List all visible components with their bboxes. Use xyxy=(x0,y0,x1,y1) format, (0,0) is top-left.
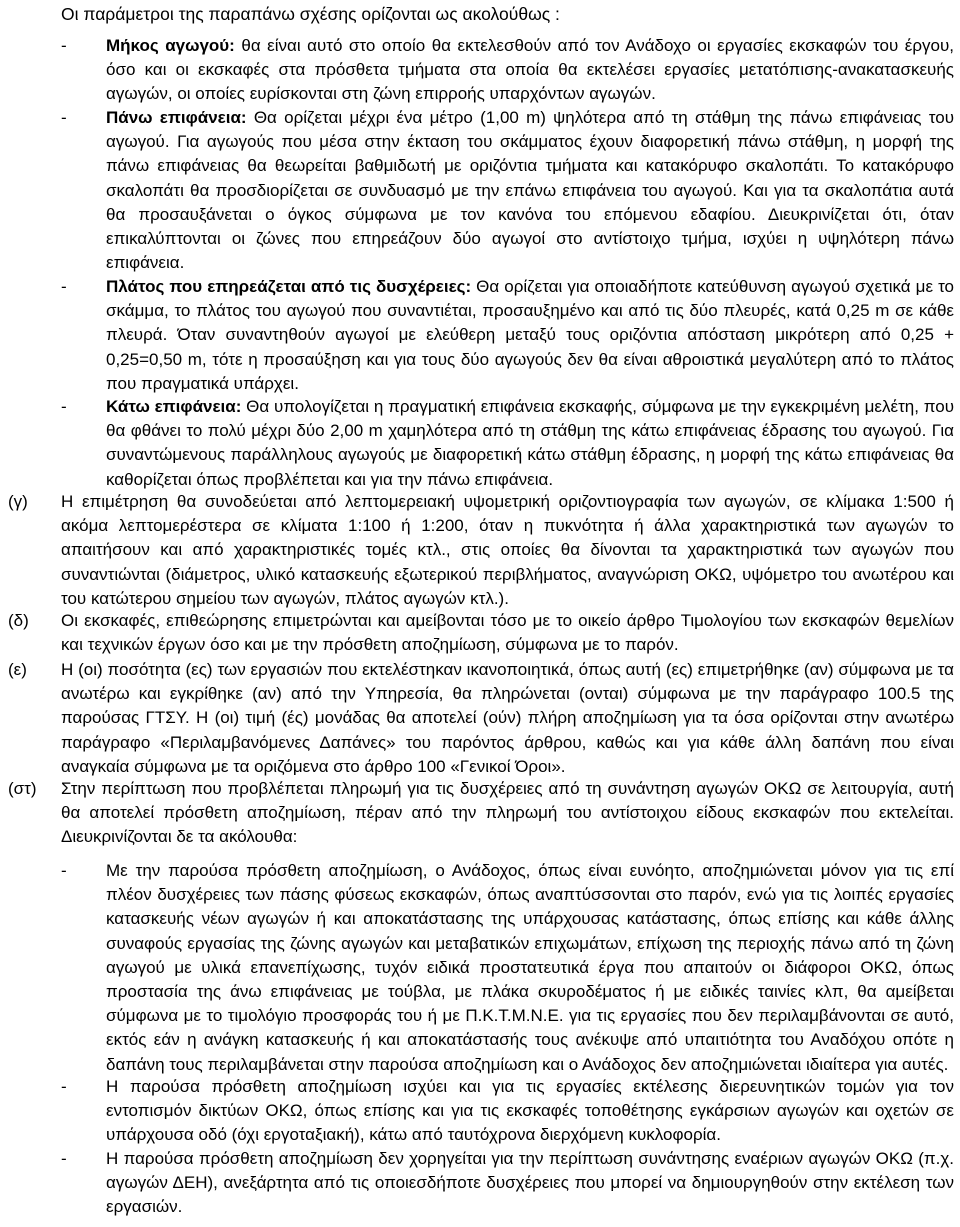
list-dash: - xyxy=(61,861,67,880)
paragraph-d xyxy=(0,609,954,657)
list-item-length xyxy=(61,34,954,107)
term-label: Πλάτος που επηρεάζεται από τις δυσχέρειες: xyxy=(106,277,472,296)
list-item-overhead-lines xyxy=(61,1147,954,1220)
term-label: Μήκος αγωγού: xyxy=(106,36,235,55)
list-item-text xyxy=(106,395,954,492)
paragraph-number: (στ) xyxy=(8,779,37,798)
list-dash: - xyxy=(61,36,67,55)
list-item-text: Η παρούσα πρόσθετη αποζημίωση δεν χορηγείται για την περίπτωση συνάντησης εναέριων αγωγών ΟΚΩ (π.χ. αγωγών ΔΕΗ), ανεξάρτητα από τις οποιεσδήποτε δυσχέρειες που μπορεί να δημιουργηθούν στην εκτέλεση των εργασιών. xyxy=(106,1149,954,1217)
list-item-text: Με την παρούσα πρόσθετη αποζημίωση, ο Ανάδοχος, όπως είναι ευνόητο, αποζημιώνεται μόνον για τις επί πλέον δυσχέρειες των πάσης φύσεως εκσκαφών, όπως αναπτύσσονται στο παρόν, ενώ για τις λοιπές εργασίες κατασκευής νέων αγωγών ή και αποκατάστασης της υπάρχουσας κατάστασης, όπως επίσης και κάθε άλλης συναφούς εργασίας της ζώνης αγωγών και μεταβατικών επιχωμάτων, επίχωση της περιοχής πάνω από τη ζώνη αγωγού με υλικά επανεπίχωσης, τυχόν ειδικά προστατευτικά έργα που απαιτούν οι διάφοροι ΟΚΩ, όπως προστασία της άνω επιφάνειας με τούβλα, με πλάκα σκυροδέματος ή με ειδικές ταινίες κλπ, θα αμείβεται σύμφωνα με το τιμολόγιο προσφοράς του ή με Π.Κ.Τ.Μ.Ν.Ε. για τις εργασίες που δεν περιλαμβάνονται σε αυτό, εκτός εάν η ανάγκη κατασκευής ή και αποκατάστασής τους ανέκυψε από υπαιτιότητα του Αναδόχου οπότε η δαπάνη τους περιλαμβάνεται στην παρούσα αποζημίωση και ο Ανάδοχος δεν αποζημιώνεται ιδιαίτερα για αυτές. xyxy=(106,861,954,1074)
list-item-compensation-scope xyxy=(61,859,954,1077)
paragraph-number: (γ) xyxy=(8,492,28,511)
list-dash: - xyxy=(61,108,67,127)
list-item-width xyxy=(61,275,954,396)
paragraph-text: Στην περίπτωση που προβλέπεται πληρωμή για τις δυσχέρειες από τη συνάντηση αγωγών ΟΚΩ σε λειτουργία, αυτή θα αποτελεί πρόσθετη αποζημίωση, πέραν από την πληρωμή του αντίστοιχου είδους εκσκαφών που εκτελείται. Διευκρινίζονται δε τα ακόλουθα: xyxy=(61,779,954,847)
paragraph-g xyxy=(0,490,954,611)
paragraph-text: Η (οι) ποσότητα (ες) των εργασιών που εκτελέστηκαν ικανοποιητικά, όπως αυτή (ες) επιμετρήθηκε (αν) σύμφωνα με τα ανωτέρω και εγκρίθηκε (αν) από την Υπηρεσία, θα πληρώνεται (ονται) σύμφωνα με την παράγραφο 100.5 της παρούσας ΓΤΣΥ. Η (οι) τιμή (ές) μονάδας θα αποτελεί (ούν) πλήρη αποζημίωση για τα όσα ορίζονται στην ανωτέρω παράγραφο «Περιλαμβανόμενες Δαπάνες» του παρόντος άρθρου, καθώς και για κάθε άλλη δαπάνη που είναι αναγκαία σύμφωνα με τα οριζόμενα στο άρθρο 100 «Γενικοί Όροι». xyxy=(61,660,954,776)
paragraph-text: Οι εκσκαφές, επιθεώρησης επιμετρώνται και αμείβονται τόσο με το οικείο άρθρο Τιμολογίου των εκσκαφών θεμελίων και τεχνικών έργων όσο και με την πρόσθετη αποζημίωση, σύμφωνα με το παρόν. xyxy=(61,611,954,655)
paragraph-number: (ε) xyxy=(8,660,27,679)
term-label: Πάνω επιφάνεια: xyxy=(106,108,247,127)
section-heading: Οι παράμετροι της παραπάνω σχέσης ορίζονται ως ακολούθως : xyxy=(61,4,560,24)
paragraph-text: Η επιμέτρηση θα συνοδεύεται από λεπτομερειακή υψομετρική οριζοντιογραφία των αγωγών, σε κλίμακα 1:500 ή ακόμα λεπτομερέστερα σε κλίματα 1:100 ή 1:200, όταν η πυκνότητα ή άλλα χαρακτηριστικά των αγωγών το απαιτήσουν και από χαρακτηριστικές τομές κτλ., στις οποίες θα δίνονται τα χαρακτηριστικά των αγωγών που συναντιώνται (διάμετρος, υλικό κατασκευής εξωτερικού περιβλήματος, αναγνώριση ΟΚΩ, υψόμετρο του ανωτέρου και του κατώτερου σημείου των αγωγών, πλάτος αγωγών κτλ.). xyxy=(61,492,954,608)
list-dash: - xyxy=(61,397,67,416)
list-item-text xyxy=(106,106,954,275)
term-text: Θα ορίζεται μέχρι ένα μέτρο (1,00 m) ψηλότερα από τη στάθμη της πάνω επιφάνειας του αγωγού. Για αγωγούς που μέσα στην έκταση του σκάμματος έχουν διαφορετική πάνω στάθμη, η μορφή της πάνω επιφάνειας θα θεωρείται βαθμιδωτή με οριζόντια τμήματα και κατακόρυφο σκαλοπάτι. Το κατακόρυφο σκαλοπάτι θα προσδιορίζεται σε συνδυασμό με την επάνω επιφάνεια του αγωγού. Και για τα σκαλοπάτια αυτά θα προσαυξάνεται ο όγκος σύμφωνα με τον κανόνα του επόμενου εδαφίου. Διευκρινίζεται ότι, όταν επικαλύπτονται οι ζώνες που επηρεάζουν δύο αγωγοί στο αντίστοιχο τμήμα, ισχύει η υψηλότερη πάνω επιφάνεια. xyxy=(106,108,954,273)
list-dash: - xyxy=(61,1149,67,1168)
term-label: Κάτω επιφάνεια: xyxy=(106,397,242,416)
list-item-exploratory-trenches xyxy=(61,1075,954,1148)
list-dash: - xyxy=(61,1077,67,1096)
paragraph-st xyxy=(0,777,954,850)
list-item-text xyxy=(106,275,954,396)
paragraph-number: (δ) xyxy=(8,611,29,630)
list-item-text: Η παρούσα πρόσθετη αποζημίωση ισχύει και για τις εργασίες εκτέλεσης διερευνητικών τομών για τον εντοπισμόν δικτύων ΟΚΩ, όπως επίσης και για τις εκσκαφές τοποθέτησης εγκάρσιων αγωγών και οχετών σε υπάρχουσα οδό (όχι εργοταξιακή), κάτω από ταυτόχρονα διερχόμενη κυκλοφορία. xyxy=(106,1077,954,1145)
term-text: Θα ορίζεται για οποιαδήποτε κατεύθυνση αγωγού σχετικά με το σκάμμα, το πλάτος του αγωγού που συναντιέται, προσαυξημένο και από τις δύο πλευρές, κατά 0,25 m σε κάθε πλευρά. Όταν συναντηθούν αγωγοί με ελεύθερη μεταξύ τους οριζόντια απόσταση μικρότερη από 0,25 + 0,25=0,50 m, τότε η προσαύξηση και για τους δύο αγωγούς δεν θα είναι αθροιστικά μεγαλύτερη από το πλάτος που πραγματικά υπάρχει. xyxy=(106,277,954,393)
list-item-top-surface xyxy=(61,106,954,275)
list-dash: - xyxy=(61,277,67,296)
term-text: Θα υπολογίζεται η πραγματική επιφάνεια εκσκαφής, σύμφωνα με την εγκεκριμένη μελέτη, που θα φθάνει το πολύ μέχρι δύο 2,00 m χαμηλότερα από τη στάθμη της κάτω επιφάνειας έδρασης του αγωγού. Για συναντώμενους παράλληλους αγωγούς με διαφορετική κάτω στάθμη έδρασης, η μορφή της κάτω επιφάνειας θα καθορίζεται όπως προβλέπεται και για την πάνω επιφάνεια. xyxy=(106,397,955,489)
term-text: θα είναι αυτό στο οποίο θα εκτελεσθούν από τον Ανάδοχο οι εργασίες εκσκαφών του έργου, όσο και οι εκσκαφές στα πρόσθετα τμήματα στα οποία θα εκτελέσει εργασίες μετατόπισης-ανακατασκευής αγωγών, οι οποίες ευρίσκονται στη ζώνη επιρροής υπαρχόντων αγωγών. xyxy=(106,36,954,104)
list-item-bottom-surface xyxy=(61,395,954,492)
list-item-text xyxy=(106,34,954,107)
paragraph-e xyxy=(0,658,954,779)
